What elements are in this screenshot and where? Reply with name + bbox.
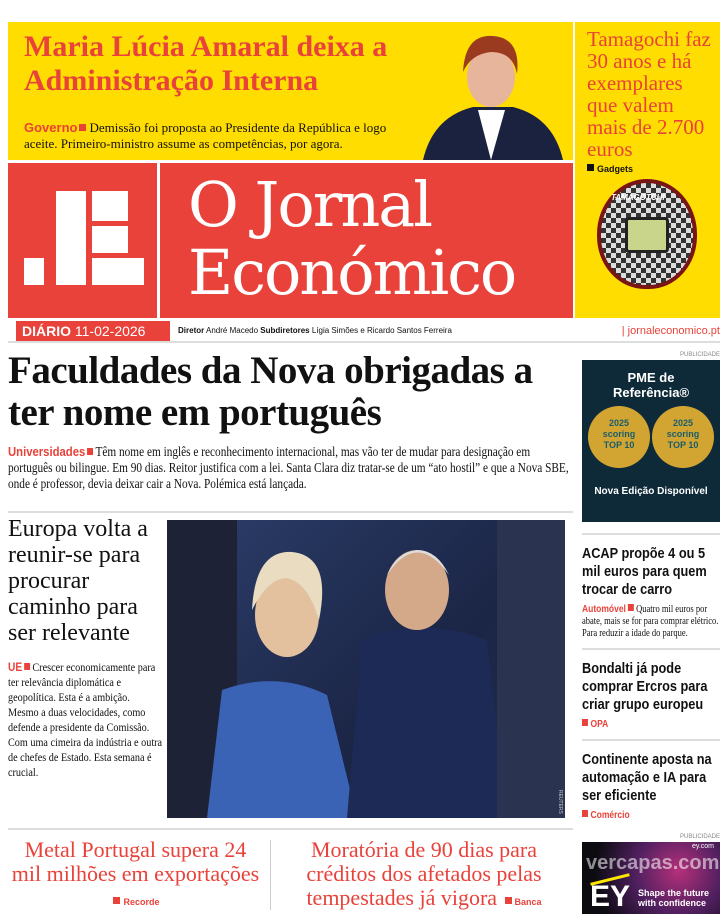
square-icon	[587, 164, 594, 171]
square-icon	[113, 897, 120, 904]
site-link[interactable]: | jornaleconomico.pt	[621, 325, 720, 337]
badges	[582, 406, 720, 468]
story-text	[582, 604, 720, 640]
right-column	[582, 533, 720, 830]
summit-photo	[167, 520, 565, 818]
story-headline: Continente aposta na automação e IA para ser eficiente	[582, 751, 712, 804]
photo-figures	[167, 520, 565, 818]
badge: 2025 scoring TOP 10	[588, 406, 650, 468]
story-body: Quatro mil euros por abate, mais se for para comprar elétrico. Para reduzir a idade do parque.	[582, 604, 719, 639]
kicker: Gadgets	[597, 164, 634, 174]
title-line: Económico	[188, 236, 516, 309]
subdirectors: Lígia Simões e Ricardo Santos Ferreira	[311, 326, 452, 335]
pme-ad[interactable]	[582, 360, 720, 522]
kicker: Banca	[514, 897, 542, 907]
edition-date	[16, 321, 170, 341]
top-story-headline: Maria Lúcia Amaral deixa a Administração Interna	[24, 30, 388, 97]
eu-headline[interactable]: Europa volta a reunir-se para procurar caminho para ser relevante	[8, 516, 148, 646]
title-line: O Jornal	[188, 168, 432, 241]
tamagotchi-photo	[597, 179, 697, 289]
square-icon	[505, 897, 512, 904]
watermark: vercapas.com	[586, 852, 720, 874]
masthead-title	[188, 168, 516, 309]
ad-brand: EY	[590, 880, 631, 913]
main-headline[interactable]: Faculdades da Nova obrigadas a ter nome em português	[8, 349, 533, 434]
square-icon	[24, 663, 30, 670]
eu-story[interactable]	[8, 516, 163, 780]
portrait-photo	[413, 22, 568, 160]
right-story[interactable]	[582, 648, 720, 739]
side-story-headline: Tamagochi faz 30 anos e há exemplares que valem mais de 2.700 euros	[587, 27, 711, 161]
ad-cta: Nova Edição Disponível	[594, 486, 708, 497]
right-story[interactable]	[582, 739, 720, 830]
kicker: Comércio	[590, 810, 630, 821]
label: Subdiretores	[260, 326, 310, 335]
badge: 2025 scoring TOP 10	[652, 406, 714, 468]
square-icon	[582, 810, 588, 817]
side-story[interactable]	[575, 22, 720, 318]
site-url[interactable]: jornaleconomico.pt	[627, 325, 720, 337]
square-icon	[582, 719, 588, 726]
story-headline: Moratória de 90 dias para créditos dos afetados pelas tempestades já vigora	[306, 837, 542, 910]
top-story-text	[24, 120, 419, 152]
label: Diretor	[178, 326, 205, 335]
square-icon	[79, 124, 86, 131]
divider	[8, 511, 573, 513]
ey-ad[interactable]	[582, 842, 720, 914]
story-headline: ACAP propõe 4 ou 5 mil euros para quem trocar de carro	[582, 545, 707, 598]
divider	[8, 828, 573, 830]
top-story[interactable]	[8, 22, 573, 160]
photo-credit: REUTERS	[557, 790, 563, 814]
staff-credits	[178, 326, 452, 335]
square-icon	[628, 604, 634, 611]
ad-url: ey.com	[691, 843, 714, 850]
ad-slogan: Shape the future with confidence	[638, 888, 710, 908]
director: André Macedo	[206, 326, 259, 335]
square-icon	[87, 448, 93, 455]
bottom-story[interactable]	[8, 838, 263, 914]
top-story-body: Demissão foi proposta ao Presidente da República e logo aceite. Primeiro-ministro assume as competências, por agora.	[24, 120, 387, 151]
masthead[interactable]	[8, 163, 573, 318]
edition: DIÁRIO	[22, 323, 71, 339]
story-headline: Metal Portugal supera 24 mil milhões em exportações	[11, 837, 260, 886]
date-bar	[8, 321, 720, 343]
kicker: Automóvel	[582, 604, 626, 615]
kicker: UE	[8, 660, 23, 674]
toy-label: TAMAGOTCHI	[611, 193, 665, 202]
bottom-story[interactable]	[278, 838, 570, 914]
kicker: Governo	[24, 120, 78, 135]
main-body: Têm nome em inglês e reconhecimento internacional, mas vão ter de mudar para designação em português ou bilingue. Em 90 dias. Reitor justifica com a lei. Santa Clara diz tratar-se de um “ato hostil” e que a Nova SBE, onde é professor, devia deixar cair a Nova. Polémica está lançada.	[8, 444, 569, 491]
ad-title: PME de Referência®	[612, 370, 690, 400]
kicker: Universidades	[8, 444, 86, 459]
divider	[270, 840, 271, 910]
main-lede	[8, 444, 569, 492]
kicker: Recorde	[123, 897, 160, 907]
eu-text	[8, 660, 163, 780]
logo-icon	[8, 163, 160, 318]
right-story[interactable]	[582, 533, 720, 648]
story-headline: Bondalti já pode comprar Ercros para criar grupo europeu	[582, 660, 708, 713]
date: 11-02-2026	[74, 323, 146, 339]
kicker: OPA	[590, 719, 609, 730]
ad-label: PUBLICIDADE	[679, 352, 720, 358]
ad-label: PUBLICIDADE	[679, 834, 720, 840]
side-kicker	[587, 164, 712, 175]
eu-body: Crescer economicamente para ter relevância diplomática e geopolítica. Esta é a ambição. Mesmo a duas velocidades, como defende a presidente da Comissão. Com uma cimeira da indústria e outra de chefes de Estado. Esta semana é crucial.	[8, 660, 163, 779]
